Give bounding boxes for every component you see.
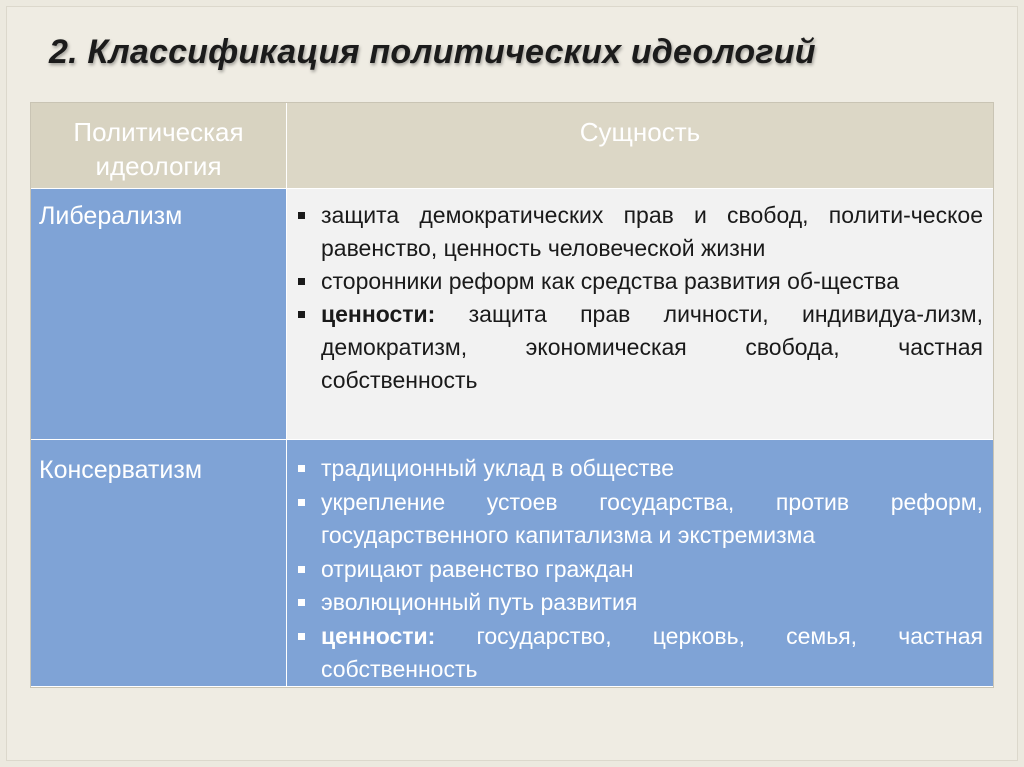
item-bold-label: ценности: (321, 622, 436, 649)
item-text: эволюционный путь развития (321, 589, 638, 615)
square-bullet-icon (298, 599, 305, 606)
essence-cell (287, 440, 993, 687)
list-item (321, 553, 983, 587)
list-item (321, 586, 983, 620)
list-item (321, 199, 983, 265)
item-text: укрепление устоев государства, против реформ, государственного капитализма и экстремизма (321, 488, 983, 548)
ideology-name-cell (31, 189, 287, 440)
essence-cell (287, 189, 993, 440)
essence-list (287, 440, 993, 687)
list-item (321, 452, 983, 486)
header-ideology-label: Политическая идеология (73, 117, 244, 181)
header-essence-label: Сущность (579, 117, 701, 147)
item-text: отрицают равенство граждан (321, 555, 634, 582)
table-row (31, 189, 993, 440)
square-bullet-icon (298, 499, 305, 506)
item-text: традиционный уклад в обществе (321, 455, 675, 481)
list-item (321, 486, 983, 553)
ideology-name: Либерализм (39, 202, 183, 230)
list-item (321, 620, 983, 687)
square-bullet-icon (298, 566, 305, 573)
square-bullet-icon (298, 212, 305, 219)
item-text: защита демократических прав и свобод, полити-ческое равенство, ценность человеческой жизни (321, 202, 983, 261)
item-text: сторонники реформ как средства развития об-щества (321, 268, 900, 294)
square-bullet-icon (298, 278, 305, 285)
list-item (321, 265, 983, 298)
table-header-row (31, 103, 993, 189)
square-bullet-icon (298, 311, 305, 318)
essence-list (287, 189, 993, 397)
square-bullet-icon (298, 633, 305, 640)
square-bullet-icon (298, 465, 305, 472)
table-row (31, 440, 993, 687)
item-bold-label: ценности: (321, 301, 436, 327)
item-text: защита прав личности, индивидуа-лизм, демократизм, экономическая свобода, частная собственность (321, 301, 983, 393)
ideology-name-cell (31, 440, 287, 687)
list-item (321, 298, 983, 397)
item-text: государство, церковь, семья, частная собственность (321, 622, 983, 682)
header-cell-ideology (31, 103, 287, 189)
ideology-name: Консерватизм (39, 456, 203, 484)
slide-title: 2. Классификация политических идеологий (49, 33, 816, 71)
ideology-table (30, 102, 994, 688)
header-cell-essence (287, 103, 993, 189)
